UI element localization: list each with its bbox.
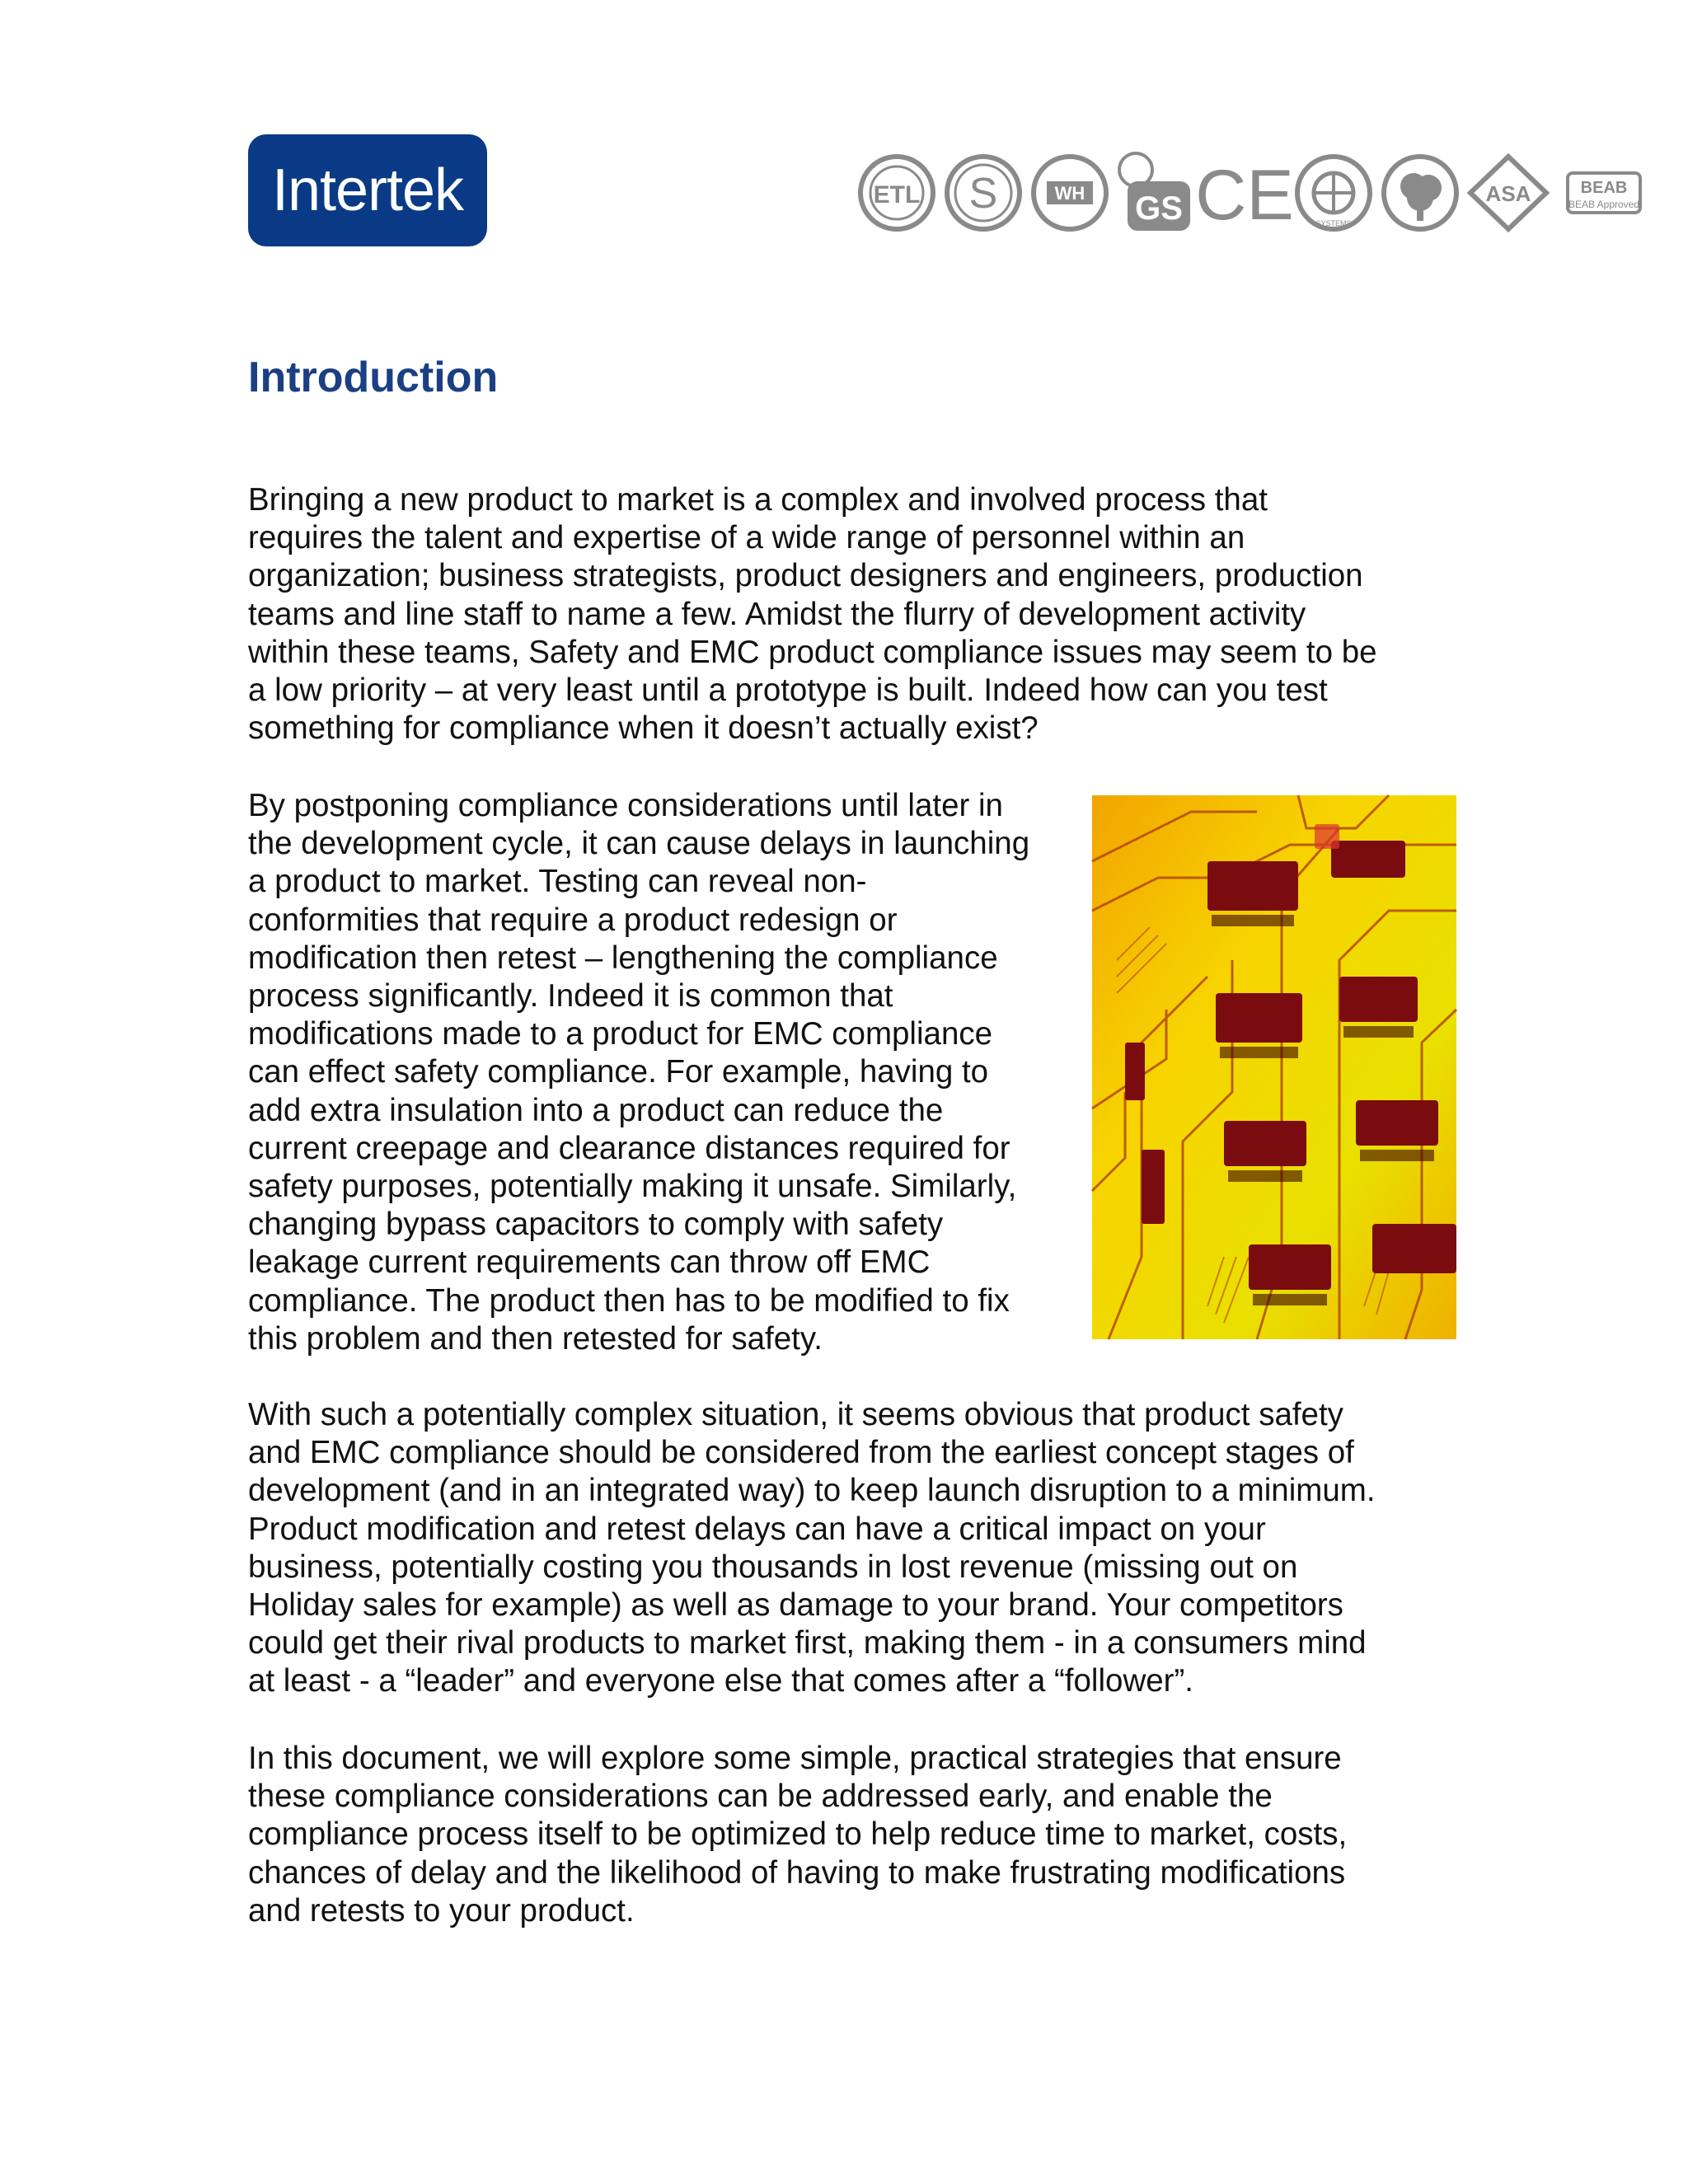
page-title: Introduction <box>248 354 499 401</box>
beab-approved-mark-icon <box>1566 171 1642 214</box>
s-mark-icon <box>944 153 1023 232</box>
intertek-logo <box>248 134 487 246</box>
certification-marks <box>857 148 1648 239</box>
paragraph-4: In this document, we will explore some simple, practical strategies that ensure these compliance considerations can be addressed early, and enable the compliance process itself to be optimized to help reduce time to market, costs, chances of delay and the likelihood of having to make frustrating modifications and retests to your product. <box>248 1741 1348 1929</box>
svg-text:S: S <box>968 170 998 218</box>
logo-text: Intertek <box>271 157 464 223</box>
svg-text:BEAB: BEAB <box>1580 179 1628 197</box>
svg-text:BEAB Approved: BEAB Approved <box>1568 199 1640 210</box>
page-header <box>0 0 1688 264</box>
warnock-hersey-mark-icon <box>1030 153 1109 232</box>
circuit-board-image <box>1092 795 1456 1339</box>
systems-certification-mark-icon <box>1294 153 1373 232</box>
ce-mark-icon <box>1195 156 1294 235</box>
asa-mark-icon <box>1467 153 1550 232</box>
paragraph-2: By postponing compliance considerations until later in the development cycle, it can cause delays in launching a product to market. Testing can reveal non- conformities that require a product redesign or modification then retest – lengthening the compliance process significantly. Indeed it is common that modifications made to a product for EMC compliance can effect safety compliance. For example, having to add extra insulation into a product can reduce the current creepage and clearance distances required for safety purposes, potentially making it unsafe. Similarly, changing bypass capacitors to comply with safety leakage current requirements can throw off EMC compliance. The product then has to be modified to fix this problem and then retested for safety. <box>248 788 1030 1357</box>
etl-listed-mark-icon <box>857 153 936 232</box>
svg-text:SYSTEMS: SYSTEMS <box>1315 219 1352 227</box>
svg-text:WH: WH <box>1054 183 1085 204</box>
paragraph-3: With such a potentially complex situation, it seems obvious that product safety and EMC compliance should be considered from the earliest concept stages of development (and in an integrated way) to keep launch disruption to a minimum. Product modification and retest delays can have a critical impact on your business, potentially costing you thousands in lost revenue (missing out on Holiday sales for example) as well as damage to your brand. Your competitors could get their rival products to market first, making them - in a consumers mind at least - a “leader” and everyone else that comes after a “follower”. <box>248 1397 1376 1699</box>
tree-certification-mark-icon <box>1381 153 1460 232</box>
gs-mark-icon <box>1113 148 1195 234</box>
svg-text:GS: GS <box>1135 190 1183 227</box>
svg-text:ASA: ASA <box>1485 181 1531 206</box>
paragraph-1: Bringing a new product to market is a complex and involved process that requires the talent and expertise of a wide range of personnel within an organization; business strategists, product designers and engineers, production teams and line staff to name a few. Amidst the flurry of development activity within these teams, Safety and EMC product compliance issues may seem to be a low priority – at very least until a prototype is built. Indeed how can you test something for compliance when it doesn’t actually exist? <box>248 482 1377 747</box>
svg-text:CE: CE <box>1195 156 1294 235</box>
svg-text:ETL: ETL <box>873 181 921 209</box>
